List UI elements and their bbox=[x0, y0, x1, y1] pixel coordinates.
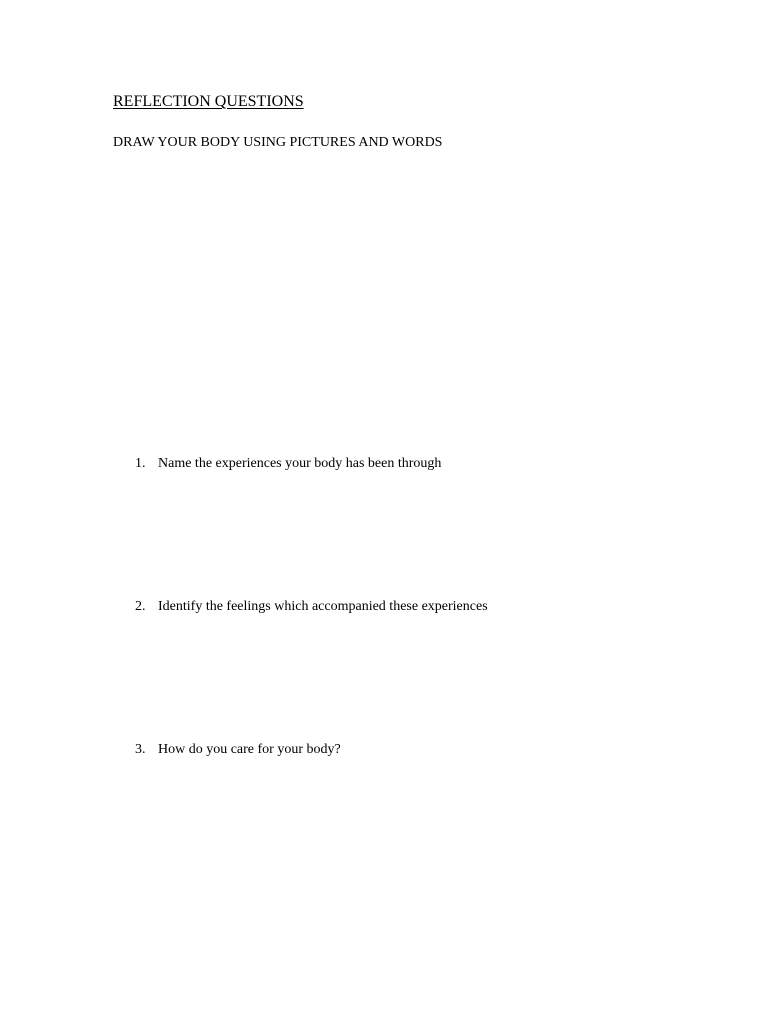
question-text: How do you care for your body? bbox=[158, 742, 341, 757]
question-text: Identify the feelings which accompanied these experiences bbox=[158, 599, 488, 614]
question-number: 1. bbox=[135, 456, 146, 471]
question-text: Name the experiences your body has been through bbox=[158, 456, 442, 471]
question-number: 3. bbox=[135, 742, 146, 757]
drawing-instruction: DRAW YOUR BODY USING PICTURES AND WORDS bbox=[113, 135, 443, 150]
question-number: 2. bbox=[135, 599, 146, 614]
page-title: REFLECTION QUESTIONS bbox=[113, 93, 304, 110]
